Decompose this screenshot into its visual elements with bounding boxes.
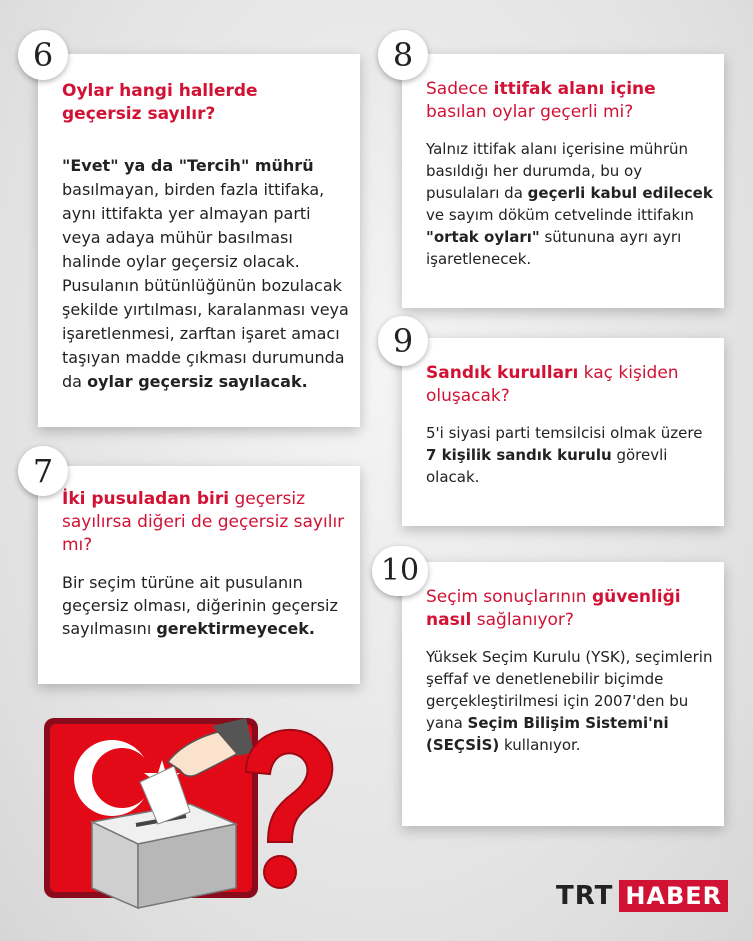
question-8: Sadece ittifak alanı içine basılan oylar geçerli mi? xyxy=(426,79,656,122)
trt-haber-logo xyxy=(556,880,728,912)
number-badge-7: 7 xyxy=(18,446,68,496)
card-9 xyxy=(402,338,724,526)
answer-9: 5'i siyasi parti temsilcisi olmak üzere 7 kişilik sandık kurulu görevli olacak. xyxy=(426,424,703,486)
question-9: Sandık kurulları kaç kişiden oluşacak? xyxy=(426,363,679,406)
card-8 xyxy=(402,54,724,308)
number-badge-6: 6 xyxy=(18,30,68,80)
answer-10: Yüksek Seçim Kurulu (YSK), seçimlerin şeffaf ve denetlenebilir biçimde gerçekleştirilmesi için 2007'den bu yana Seçim Bilişim Sistemi'ni (SEÇSİS) kullanıyor. xyxy=(426,648,713,754)
answer-6: "Evet" ya da "Tercih" mührü basılmayan, birden fazla ittifaka, aynı ittifakta yer almayan parti veya adaya mühür basılması halinde oylar geçersiz olacak. Pusulanın bütünlüğünün bozulacak şekilde yırtılması, karalanması veya işaretlenmesi, zarftan işaret amacı taşıyan madde çıkması durumunda da oylar geçersiz sayılacak. xyxy=(62,156,349,391)
question-10: Seçim sonuçlarının güvenliği nasıl sağlanıyor? xyxy=(426,587,681,630)
question-6: Oylar hangi hallerde geçersiz sayılır? xyxy=(62,81,258,124)
answer-7: Bir seçim türüne ait pusulanın geçersiz olması, diğerinin geçersiz sayılmasını gerektirmeyecek. xyxy=(62,573,338,638)
question-mark-icon xyxy=(246,730,332,888)
question-7: İki pusuladan biri geçersiz sayılırsa diğeri de geçersiz sayılır mı? xyxy=(62,489,345,555)
number-badge-8: 8 xyxy=(378,30,428,80)
logo-trt: TRT xyxy=(556,881,614,911)
number-badge-9: 9 xyxy=(378,316,428,366)
logo-haber: HABER xyxy=(619,880,728,912)
number-badge-10: 10 xyxy=(372,546,428,596)
card-10 xyxy=(402,562,724,826)
card-6 xyxy=(38,54,360,427)
ballot-illustration xyxy=(40,712,340,912)
answer-8: Yalnız ittifak alanı içerisine mührün basıldığı her durumda, bu oy pusulaları da geçerli kabul edilecek ve sayım döküm cetvelinde ittifakın "ortak oyları" sütununa ayrı ayrı işaretlenecek. xyxy=(426,140,713,268)
card-7 xyxy=(38,466,360,684)
